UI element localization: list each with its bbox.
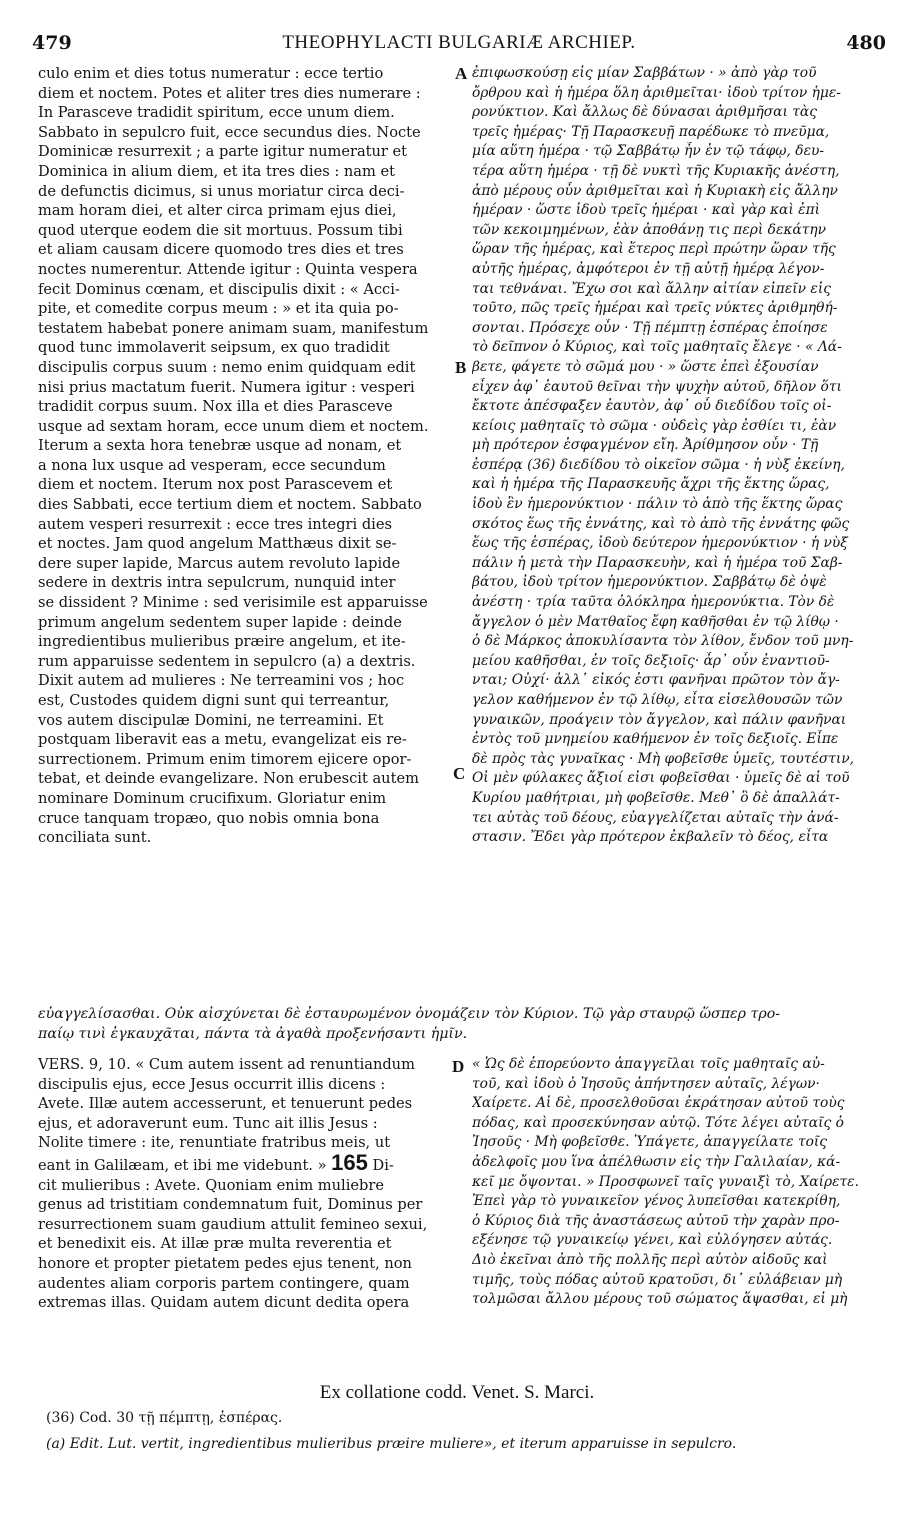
text-line: cruce tanquam tropæo, quo nobis omnia bona [38,809,380,827]
text-line: ingredientibus mulieribus præire angelum, et ite- [38,633,406,651]
latin-lower-rest [38,1176,454,1313]
text-line: ἐπιφωσκούσῃ εἰς μίαν Σαββάτων · » ἀπὸ γὰρ τοῦ [472,65,817,81]
page-header [32,32,886,58]
text-line: ὁ Κύριος διὰ τῆς ἀναστάσεως αὐτοῦ τὴν χαρὰν προ- [472,1212,840,1229]
latin-lower-lines [38,1094,454,1153]
text-line: τιμῆς, τοὺς πόδας αὐτοῦ κρατοῦσι, δι᾽ εὐλάβειαν μὴ [472,1271,843,1288]
collation-heading: Ex collatione codd. Venet. S. Marci. [319,1382,595,1403]
text-line: dere super lapide, Marcus autem revoluto lapide [38,554,401,572]
page-number-right: 480 [846,32,886,54]
text-line-with-column-number [38,1153,454,1176]
text-line: τὸ δεῖπνον ὁ Κύριος, καὶ τοῖς μαθηταῖς ἔλεγε · « Λά- [472,339,842,356]
text-line: diem et noctem. Potes et aliter tres dies numerare : [38,84,421,102]
text-line: tradidit corpus suum. Nox illa et dies Parasceve [38,398,393,416]
column-number: 165 [331,1152,368,1175]
text-line: fecit Dominus cœnam, et discipulis dixit : « Acci- [38,280,400,298]
text-line: ται τεθνάναι. Ἔχω σοι καὶ ἄλλην αἰτίαν εἰπεῖν εἰς [472,280,831,297]
text-line: εἶχεν ἀφ᾽ ἑαυτοῦ θεῖναι τὴν ψυχὴν αὐτοῦ, δῆλον ὅτι [472,378,842,395]
text-line: « Ὡς δὲ ἐπορεύοντο ἀπαγγεῖλαι τοῖς μαθηταῖς αὐ- [472,1056,825,1072]
text-line: πάλιν ἡ μετὰ τὴν Παρασκευὴν, καὶ ἡ ἡμέρα τοῦ Σαβ- [472,554,843,571]
text-line: ὁ δὲ Μάρκος ἀποκυλίσαντα τὸν λίθον, ἔνδον τοῦ μνη- [472,633,854,650]
greek-column-upper [472,64,892,848]
text-line: et benedixit eis. At illæ præ multa reverentia et [38,1235,392,1253]
text-line: noctes numerentur. Attende igitur : Quinta vespera [38,260,418,278]
text-line: audentes aliam corporis partem contingere, quam [38,1274,410,1292]
text-line: δὲ πρὸς τὰς γυναῖκας · Μὴ φοβεῖσθε ὑμεῖς, τουτέστιν, [472,750,855,767]
text-line: discipulis ejus, ecce Jesus occurrit illis dicens : [38,1075,386,1093]
text-line: nisi prius mactatum fuerit. Numera igitur : vesperi [38,378,415,396]
text-line: ὄρθρου καὶ ἡ ἡμέρα ὅλη ἀριθμεῖται· ἰδοὺ τρίτον ἡμε- [472,84,841,101]
footnote-a: (a) Edit. Lut. vertit, ingredientibus mulieribus præire muliere», et iterum apparuisse in sepulcro. [46,1436,737,1452]
text-line: τέρα αὕτη ἡμέρα · τῇ δὲ νυκτὶ τῆς Κυριακῆς ἀνέστη, [472,162,840,179]
text-line: τρεῖς ἡμέρας· Τῇ Παρασκευῇ παρέδωκε τὸ πνεῦμα, [472,123,830,140]
text-line: et aliam causam dicere quomodo tres dies et tres [38,241,404,259]
text-line: Sabbato in sepulcro fuit, ecce secundus dies. Nocte [38,123,421,141]
text-line: diem et noctem. Iterum nox post Parascevem et [38,476,393,494]
text-line: tebat, et deinde evangelizare. Non erubescit autem [38,770,419,788]
text-line: culo enim et dies totus numeratur : ecce tertio [38,65,384,82]
text-line: ἀπὸ μέρους οὖν ἀριθμεῖται καὶ ἡ Κυριακὴ εἰς ἄλλην [472,182,838,199]
full-width-greek-text [38,1005,894,1044]
text-line: et noctes. Jam quod angelum Matthæus dixit se- [38,535,397,553]
text-line: σκότος ἕως τῆς ἐννάτης, καὶ τὸ ἀπὸ τῆς ἐννάτης φῶς [472,515,850,532]
text-line: nominare Dominum crucifixum. Gloriatur enim [38,789,387,807]
section-marker-d: D [452,1057,465,1076]
text-line: Dominicæ resurrexit ; a parte igitur numeratur et [38,143,408,161]
text-line: conciliata sunt. [38,829,152,847]
text-segment: eant in Galilæam, et ibi me videbunt. » [38,1156,327,1174]
latin-column-upper [38,64,454,848]
text-line: extremas illas. Quidam autem dicunt dedita opera [38,1294,410,1312]
text-line: Χαίρετε. Αἱ δὲ, προσελθοῦσαι ἐκράτησαν αὐτοῦ τοὺς [472,1095,845,1112]
text-line: cit mulieribus : Avete. Quoniam enim muliebre [38,1176,384,1194]
text-line: ὥραν τῆς ἡμέρας, καὶ ἕτερος περὶ πρώτην ὥραν τῆς [472,241,836,258]
text-line: Dominica in alium diem, et ita tres dies : nam et [38,162,395,180]
text-line: καὶ ἡ ἡμέρα τῆς Παρασκευῆς ἄχρι τῆς ἕκτης ὥρας, [472,476,830,493]
text-line: τολμῶσαι ἄλλου μέρους τοῦ σώματος ἅψασθαι, εἰ μὴ [472,1291,848,1308]
text-line: εξένησε τῷ γυναικείῳ γένει, καὶ εὐλόγησεν αὐτάς. [472,1232,833,1249]
text-line: Nolite timere : ite, renuntiate fratribus meis, ut [38,1134,391,1152]
text-line: Διὸ ἐκεῖναι ἀπὸ τῆς πολλῆς περὶ αὐτὸν αἰδοῦς καὶ [472,1251,828,1268]
text-line: εὐαγγελίσασθαι. Οὐκ αἰσχύνεται δὲ ἐσταυρωμένον ὀνομάζειν τὸν Κύριον. Τῷ γὰρ σταυρῷ ὥσπερ τρο- [38,1006,781,1022]
text-line: ἔκτοτε ἀπέσφαξεν ἑαυτὸν, ἀφ᾽ οὗ διεδίδου τοῖς οἰ- [472,398,832,415]
text-line: vos autem discipulæ Domini, ne terreamini. Et [38,711,384,729]
text-line: τῶν κεκοιμημένων, ἐὰν ἀποθάνῃ τις περὶ δεκάτην [472,221,827,238]
text-line: pite, et comedite corpus meum : » et ita quia po- [38,300,399,318]
text-line: quod uterque eodem die sit mortuus. Possum tibi [38,221,403,239]
text-line: Iterum a sexta hora tenebræ usque ad nonam, et [38,437,402,455]
text-line: ρονύκτιον. Καὶ ἄλλως δὲ δύνασαι ἀριθμῆσαι τὰς [472,104,817,121]
text-line: de defunctis dicimus, si unus moriatur circa deci- [38,182,405,200]
section-marker-a: A [455,64,468,83]
text-line: ἑσπέρᾳ (36) διεδίδου τὸ οἰκεῖον σῶμα · ἡ νὺξ ἐκείνη, [472,456,845,473]
text-line: βετε, φάγετε τὸ σῶμά μου · » ὥστε ἐπεὶ ἐξουσίαν [472,358,819,375]
text-line: rum apparuisse sedentem in sepulcro (a) a dextris. [38,652,416,670]
text-line: Οἱ μὲν φύλακες ἄξιοί εἰσι φοβεῖσθαι · ὑμεῖς δὲ αἱ τοῦ [472,770,850,787]
text-line: ἀνέστη · τρία ταῦτα ὁλόκληρα ἡμερονύκτια. Τὸν δὲ [472,594,835,611]
text-line: testatem habebat ponere animam suam, manifestum [38,319,429,337]
greek-column-lower [472,1055,892,1310]
text-line: στασιν. Ἔδει γὰρ πρότερον ἐκβαλεῖν τὸ δέος, εἶτα [472,829,829,846]
text-line: κεῖ με ὄψονται. » Προσφωνεῖ ταῖς γυναιξὶ τὸ, Χαίρετε. [472,1173,859,1190]
text-line: Dixit autem ad mulieres : Ne terreamini vos ; hoc [38,672,405,690]
text-line: quod tunc immolaverit seipsum, ex quo tradidit [38,339,390,357]
text-line: Ἐπεὶ γὰρ τὸ γυναικεῖον γένος λυπεῖσθαι κατεκρίθη, [472,1193,841,1210]
text-line: ἄγγελον ὁ μὲν Ματθαῖος ἔφη καθῆσθαι ἐν τῷ λίθῳ · [472,613,839,630]
running-title: THEOPHYLACTI BULGARIÆ ARCHIEP. [282,32,636,53]
text-line: βάτου, ἰδοὺ τρίτον ἡμερονύκτιον. Σαββάτῳ δὲ ὀψὲ [472,574,827,591]
text-line: discipulis corpus suum : nemo enim quidquam edit [38,358,416,376]
text-line: est, Custodes quidem digni sunt qui terreantur, [38,692,390,709]
text-line: πόδας, καὶ προσεκύνησαν αὐτῷ. Τότε λέγει αὐταῖς ὁ [472,1114,844,1131]
text-line: Ἰησοῦς · Μὴ φοβεῖσθε. Ὑπάγετε, ἀπαγγείλατε τοῖς [472,1134,828,1151]
text-line: μὴ πρότερον ἐσφαγμένον εἴη. Ἀρίθμησον οὖν · Τῇ [472,437,819,454]
section-marker-c: C [453,764,466,783]
text-line: σονται. Πρόσεχε οὖν · Τῇ πέμπτῃ ἑσπέρας ἐποίησε [472,319,828,336]
text-line: postquam liberavit eas a metu, evangelizat eis re- [38,731,407,749]
text-segment: Di- [367,1156,394,1174]
text-line: honore et propter pietatem pedes ejus tenent, non [38,1254,412,1272]
text-line: se dissident ? Minime : sed verisimile est apparuisse [38,594,428,612]
text-line: usque ad sextam horam, ecce unum diem et noctem. [38,417,429,435]
text-line: τοῦ, καὶ ἰδοὺ ὁ Ἰησοῦς ἀπήντησεν αὐταῖς, λέγων· [472,1075,820,1092]
text-line: In Parasceve tradidit spiritum, ecce unum diem. [38,104,395,122]
text-line: νται; Οὐχί· ἀλλ᾽ εἰκός ἐστι φανῆναι πρῶτον τὸν ἄγ- [472,672,840,689]
text-line: sedere in dextris intra sepulcrum, nunquid inter [38,574,396,592]
text-line: a nona lux usque ad vesperam, ecce secundum [38,456,386,474]
text-line: ἡμέραν · ὥστε ἰδοὺ τρεῖς ἡμέραι · καὶ γὰρ καὶ ἐπὶ [472,202,821,219]
text-line: γελον καθήμενον ἐν τῷ λίθῳ, εἶτα εἰσελθουσῶν τῶν [472,692,843,708]
page-number-left: 479 [32,32,72,54]
text-line: genus ad tristitiam condemnatum fuit, Dominus per [38,1196,423,1214]
text-line: γυναικῶν, προάγειν τὸν ἄγγελον, καὶ πάλιν φανῆναι [472,711,847,728]
text-line: dies Sabbati, ecce tertium diem et noctem. Sabbato [38,496,422,514]
latin-column-lower [38,1055,454,1313]
text-line: μείου καθῆσθαι, ἐν τοῖς δεξιοῖς· ἆρ᾽ οὖν ἐναντιοῦ- [472,652,830,669]
text-line: ἰδοὺ ἓν ἡμερονύκτιον · πάλιν τὸ ἀπὸ τῆς ἕκτης ὥρας [472,496,843,513]
text-line: ejus, et adoraverunt eum. Tunc ait illis Jesus : [38,1114,378,1132]
text-line: ἐντὸς τοῦ μνημείου καθήμενον ἐν τοῖς δεξιοῖς. Εἶπε [472,731,839,748]
text-line: κείοις μαθηταῖς τὸ σῶμα · οὐδεὶς γὰρ ἐσθίει τι, ἐὰν [472,417,837,434]
text-line: τει αὐτὰς τοῦ δέους, εὐαγγελίζεται αὐταῖς τὴν ἀνά- [472,809,839,826]
text-line: αὐτῆς ἡμέρας, ἀμφότεροι ἐν τῇ αὐτῇ ἡμέρᾳ λέγον- [472,260,825,277]
text-line: resurrectionem suam gaudium attulit femineo sexui, [38,1215,428,1233]
footnote-36: (36) Cod. 30 τῇ πέμπτῃ, ἑσπέρας. [46,1410,283,1426]
text-line: παίῳ τινὶ ἐγκαυχᾶται, πάντα τὰ ἀγαθὰ προξενήσαντι ἡμῖν. [38,1025,468,1042]
text-line: surrectionem. Primum enim timorem ejicere opor- [38,750,412,768]
text-line: ἀδελφοῖς μου ἵνα ἀπέλθωσιν εἰς τὴν Γαλιλαίαν, κά- [472,1153,841,1170]
text-line: autem vesperi resurrexit : ecce tres integri dies [38,515,392,533]
text-line: μία αὕτη ἡμέρα · τῷ Σαββάτῳ ἦν ἐν τῷ τάφῳ, δευ- [472,143,825,160]
text-line: ἕως τῆς ἑσπέρας, ἰδοὺ δεύτερον ἡμερονύκτιον · ἡ νὺξ [472,535,848,552]
text-line: mam horam diei, et alter circa primam ejus diei, [38,202,397,220]
verse-heading: VERS. 9, 10. « Cum autem issent ad renuntiandum [38,1056,415,1073]
text-line: primum angelum sedentem super lapide : deinde [38,613,402,631]
text-line: τοῦτο, πῶς τρεῖς ἡμέραι καὶ τρεῖς νύκτες ἀριθμηθή- [472,300,838,317]
text-line: Κυρίου μαθήτριαι, μὴ φοβεῖσθε. Μεθ᾽ ὃ δὲ ἀπαλλάτ- [472,789,840,806]
text-line: Avete. Illæ autem accesserunt, et tenuerunt pedes [38,1095,413,1113]
section-marker-b: B [455,358,467,377]
